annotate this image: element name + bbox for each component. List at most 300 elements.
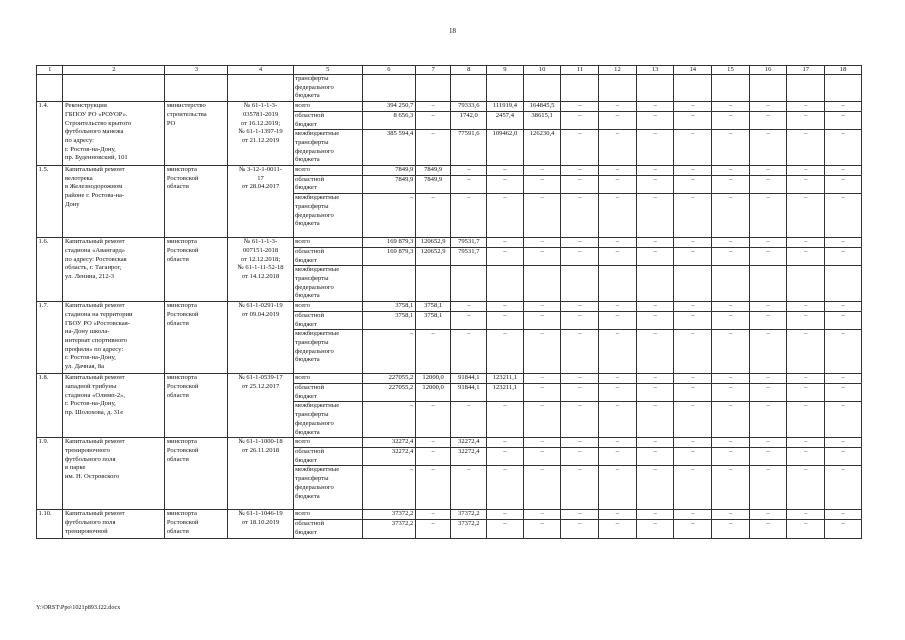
amount-cell: – bbox=[561, 166, 599, 176]
amount-cell: – bbox=[712, 330, 750, 374]
column-number: 5 bbox=[293, 66, 362, 75]
amount-cell: – bbox=[749, 520, 787, 538]
amount-cell: – bbox=[599, 402, 637, 438]
amount-cell: – bbox=[599, 302, 637, 312]
responsible-org: минспорта Ростовской области bbox=[165, 302, 228, 374]
amount-cell: 79333,6 bbox=[451, 102, 487, 112]
amount-cell: – bbox=[674, 111, 712, 129]
amount-cell: – bbox=[787, 447, 825, 465]
column-number: 8 bbox=[451, 66, 487, 75]
amount-cell: – bbox=[487, 194, 524, 238]
empty-cell bbox=[37, 75, 63, 102]
amount-cell: – bbox=[749, 402, 787, 438]
item-name: Капитальный ремонт тренировочного футбольного поля в парке им. Н. Островского bbox=[63, 438, 165, 510]
amount-cell: – bbox=[787, 402, 825, 438]
amount-cell: – bbox=[415, 510, 451, 520]
amount-cell bbox=[561, 266, 599, 302]
item-name: Реконструкция ГБПОУ РО «РОУОР». Строительство крытого футбольного манежа по адресу: г. Ростов-на-Дону, пр. Буденновский, 101 bbox=[63, 102, 165, 166]
amount-cell: 38615,1 bbox=[523, 111, 561, 129]
amount-cell: – bbox=[415, 520, 451, 538]
amount-cell: – bbox=[561, 438, 599, 448]
amount-cell: – bbox=[599, 520, 637, 538]
amount-cell: – bbox=[523, 384, 561, 402]
amount-cell: – bbox=[599, 510, 637, 520]
amount-cell: – bbox=[451, 194, 487, 238]
amount-cell: 2457,4 bbox=[487, 111, 524, 129]
amount-cell: – bbox=[362, 330, 415, 374]
empty-cell bbox=[825, 75, 862, 102]
amount-cell: – bbox=[825, 438, 862, 448]
item-number: 1.10. bbox=[37, 510, 63, 538]
amount-cell: – bbox=[599, 166, 637, 176]
amount-cell: 1742,0 bbox=[451, 111, 487, 129]
expertise-doc: № 61-1-0291-19 от 09.04.2019 bbox=[228, 302, 293, 374]
amount-cell: – bbox=[599, 175, 637, 193]
amount-cell: – bbox=[523, 166, 561, 176]
amount-cell: – bbox=[561, 374, 599, 384]
amount-cell: – bbox=[487, 510, 524, 520]
amount-cell: – bbox=[674, 466, 712, 510]
funding-source: областной бюджет bbox=[293, 111, 362, 129]
funding-source: межбюджетные трансферты федерального бюджета bbox=[293, 194, 362, 238]
amount-cell: – bbox=[487, 466, 524, 510]
funding-source: трансферты федерального бюджета bbox=[293, 75, 362, 102]
amount-cell: – bbox=[712, 374, 750, 384]
amount-cell: – bbox=[599, 238, 637, 248]
amount-cell: – bbox=[825, 311, 862, 329]
funding-source: областной бюджет bbox=[293, 311, 362, 329]
table-row bbox=[37, 302, 862, 312]
amount-cell: – bbox=[749, 238, 787, 248]
amount-cell: 3758,1 bbox=[415, 311, 451, 329]
amount-cell: 7849,9 bbox=[415, 166, 451, 176]
amount-cell bbox=[487, 266, 524, 302]
amount-cell: – bbox=[487, 402, 524, 438]
column-number: 17 bbox=[787, 66, 825, 75]
amount-cell: – bbox=[415, 102, 451, 112]
amount-cell: – bbox=[674, 194, 712, 238]
empty-cell bbox=[362, 75, 415, 102]
amount-cell: – bbox=[636, 166, 674, 176]
amount-cell: – bbox=[825, 102, 862, 112]
amount-cell: 169 879,3 bbox=[362, 238, 415, 248]
amount-cell: – bbox=[825, 447, 862, 465]
amount-cell: – bbox=[674, 330, 712, 374]
responsible-org: минспорта Ростовской области bbox=[165, 238, 228, 302]
amount-cell: – bbox=[415, 402, 451, 438]
amount-cell: – bbox=[561, 510, 599, 520]
empty-cell bbox=[787, 75, 825, 102]
empty-cell bbox=[599, 75, 637, 102]
funding-source: всего bbox=[293, 166, 362, 176]
funding-source: областной бюджет bbox=[293, 384, 362, 402]
amount-cell bbox=[451, 266, 487, 302]
amount-cell: – bbox=[712, 175, 750, 193]
amount-cell: – bbox=[599, 247, 637, 265]
amount-cell: – bbox=[712, 466, 750, 510]
amount-cell: – bbox=[674, 311, 712, 329]
amount-cell: – bbox=[451, 175, 487, 193]
empty-cell bbox=[561, 75, 599, 102]
amount-cell: – bbox=[787, 102, 825, 112]
amount-cell: – bbox=[636, 247, 674, 265]
empty-cell bbox=[636, 75, 674, 102]
funding-source: всего bbox=[293, 438, 362, 448]
amount-cell: – bbox=[415, 194, 451, 238]
amount-cell: – bbox=[787, 466, 825, 510]
amount-cell: – bbox=[487, 302, 524, 312]
amount-cell: – bbox=[674, 238, 712, 248]
empty-cell bbox=[674, 75, 712, 102]
amount-cell: – bbox=[561, 330, 599, 374]
amount-cell: – bbox=[487, 311, 524, 329]
table-row bbox=[37, 102, 862, 112]
table-row bbox=[37, 166, 862, 176]
amount-cell: 3758,1 bbox=[362, 311, 415, 329]
amount-cell: – bbox=[749, 102, 787, 112]
amount-cell bbox=[712, 266, 750, 302]
item-name: Капитальный ремонт западной трибуны стадиона «Олимп-2», г. Ростов-на-Дону, пр. Шолохова, д. 31е bbox=[63, 374, 165, 438]
amount-cell: – bbox=[674, 102, 712, 112]
amount-cell: 32272,4 bbox=[451, 447, 487, 465]
amount-cell: 91844,1 bbox=[451, 374, 487, 384]
funding-source: межбюджетные трансферты федерального бюджета bbox=[293, 266, 362, 302]
responsible-org: минспорта Ростовской области bbox=[165, 438, 228, 510]
empty-cell bbox=[451, 75, 487, 102]
amount-cell: – bbox=[825, 166, 862, 176]
responsible-org: минспорта Ростовской области bbox=[165, 510, 228, 538]
column-number: 14 bbox=[674, 66, 712, 75]
amount-cell: – bbox=[599, 311, 637, 329]
table-row bbox=[37, 438, 862, 448]
amount-cell: – bbox=[599, 194, 637, 238]
amount-cell: – bbox=[636, 102, 674, 112]
amount-cell: – bbox=[749, 374, 787, 384]
amount-cell: – bbox=[561, 194, 599, 238]
responsible-org: минспорта Ростовской области bbox=[165, 374, 228, 438]
amount-cell: – bbox=[712, 438, 750, 448]
amount-cell: – bbox=[712, 247, 750, 265]
amount-cell: – bbox=[749, 311, 787, 329]
amount-cell: – bbox=[451, 402, 487, 438]
funding-source: областной бюджет bbox=[293, 175, 362, 193]
amount-cell: 164845,5 bbox=[523, 102, 561, 112]
amount-cell: – bbox=[749, 302, 787, 312]
amount-cell: – bbox=[636, 111, 674, 129]
empty-cell bbox=[415, 75, 451, 102]
amount-cell: 385 594,4 bbox=[362, 130, 415, 166]
expertise-doc: № 61-1-1-3- 035781-2019 от 16.12.2019; № 61-1-1397-19 от 21.12.2019 bbox=[228, 102, 293, 166]
amount-cell: – bbox=[599, 374, 637, 384]
amount-cell: – bbox=[787, 520, 825, 538]
amount-cell: 7849,9 bbox=[362, 175, 415, 193]
amount-cell: 8 656,3 bbox=[362, 111, 415, 129]
column-number: 12 bbox=[599, 66, 637, 75]
empty-cell bbox=[63, 75, 165, 102]
funding-source: всего bbox=[293, 238, 362, 248]
amount-cell bbox=[749, 266, 787, 302]
column-number: 9 bbox=[487, 66, 524, 75]
column-number-row bbox=[37, 66, 862, 75]
amount-cell: – bbox=[825, 374, 862, 384]
amount-cell: – bbox=[599, 384, 637, 402]
amount-cell: 123211,1 bbox=[487, 384, 524, 402]
amount-cell: – bbox=[825, 175, 862, 193]
amount-cell: – bbox=[415, 130, 451, 166]
amount-cell: – bbox=[415, 466, 451, 510]
amount-cell: – bbox=[674, 302, 712, 312]
amount-cell: – bbox=[749, 438, 787, 448]
funding-source: областной бюджет bbox=[293, 520, 362, 538]
column-number: 3 bbox=[165, 66, 228, 75]
amount-cell: 91844,1 bbox=[451, 384, 487, 402]
amount-cell: – bbox=[523, 438, 561, 448]
amount-cell: – bbox=[523, 238, 561, 248]
item-name: Капитальный ремонт футбольного поля тренировочной bbox=[63, 510, 165, 538]
amount-cell: – bbox=[636, 466, 674, 510]
amount-cell: – bbox=[523, 175, 561, 193]
amount-cell: – bbox=[561, 311, 599, 329]
amount-cell: – bbox=[561, 466, 599, 510]
column-number: 2 bbox=[63, 66, 165, 75]
amount-cell: – bbox=[749, 384, 787, 402]
amount-cell: – bbox=[674, 384, 712, 402]
amount-cell: – bbox=[636, 374, 674, 384]
amount-cell: – bbox=[674, 447, 712, 465]
budget-table bbox=[36, 65, 862, 539]
responsible-org: минспорта Ростовской области bbox=[165, 166, 228, 238]
amount-cell: – bbox=[787, 438, 825, 448]
amount-cell: – bbox=[362, 402, 415, 438]
amount-cell: – bbox=[712, 302, 750, 312]
amount-cell: – bbox=[825, 402, 862, 438]
amount-cell: – bbox=[523, 510, 561, 520]
empty-cell bbox=[749, 75, 787, 102]
amount-cell: – bbox=[636, 311, 674, 329]
amount-cell: – bbox=[712, 510, 750, 520]
amount-cell: – bbox=[487, 330, 524, 374]
amount-cell: 227055,2 bbox=[362, 384, 415, 402]
amount-cell: – bbox=[523, 330, 561, 374]
column-number: 6 bbox=[362, 66, 415, 75]
amount-cell: 37372,2 bbox=[362, 520, 415, 538]
funding-source: всего bbox=[293, 374, 362, 384]
amount-cell: – bbox=[561, 238, 599, 248]
amount-cell: – bbox=[674, 175, 712, 193]
amount-cell: – bbox=[561, 520, 599, 538]
amount-cell: – bbox=[749, 510, 787, 520]
empty-cell bbox=[523, 75, 561, 102]
empty-cell bbox=[165, 75, 228, 102]
amount-cell: – bbox=[674, 166, 712, 176]
amount-cell: – bbox=[451, 302, 487, 312]
amount-cell: – bbox=[712, 102, 750, 112]
amount-cell: – bbox=[362, 194, 415, 238]
item-number: 1.7. bbox=[37, 302, 63, 374]
amount-cell: 32272,4 bbox=[362, 447, 415, 465]
amount-cell: – bbox=[561, 447, 599, 465]
amount-cell: – bbox=[523, 402, 561, 438]
column-number: 15 bbox=[712, 66, 750, 75]
amount-cell: – bbox=[712, 111, 750, 129]
amount-cell: – bbox=[451, 166, 487, 176]
expertise-doc: № 61-1-0539-17 от 25.12.2017 bbox=[228, 374, 293, 438]
amount-cell: – bbox=[712, 447, 750, 465]
expertise-doc: № 3-12-1-0011- 17 от 28.04.2017 bbox=[228, 166, 293, 238]
column-number: 13 bbox=[636, 66, 674, 75]
amount-cell: – bbox=[523, 520, 561, 538]
amount-cell: – bbox=[787, 384, 825, 402]
item-name: Капитальный ремонт стадиона на территории ГБОУ РО «Ростовская- на-Дону школа- интернат спортивного профиля» по адресу: г. Ростов-на-Дону, ул. Дачная, 8а bbox=[63, 302, 165, 374]
column-number: 4 bbox=[228, 66, 293, 75]
item-name: Капитальный ремонт велотрека в Железнодорожном районе г. Ростова-на- Дону bbox=[63, 166, 165, 238]
item-number: 1.9. bbox=[37, 438, 63, 510]
amount-cell bbox=[362, 266, 415, 302]
table-row bbox=[37, 374, 862, 384]
amount-cell: – bbox=[561, 247, 599, 265]
amount-cell: – bbox=[451, 311, 487, 329]
amount-cell: – bbox=[487, 447, 524, 465]
amount-cell: – bbox=[523, 302, 561, 312]
amount-cell: 32272,4 bbox=[362, 438, 415, 448]
amount-cell: – bbox=[825, 384, 862, 402]
table-row bbox=[37, 510, 862, 520]
amount-cell: 12000,0 bbox=[415, 384, 451, 402]
amount-cell: – bbox=[674, 247, 712, 265]
funding-source: межбюджетные трансферты федерального бюджета bbox=[293, 130, 362, 166]
amount-cell: – bbox=[636, 384, 674, 402]
funding-source: всего bbox=[293, 102, 362, 112]
amount-cell: – bbox=[787, 175, 825, 193]
item-number: 1.6. bbox=[37, 238, 63, 302]
amount-cell: – bbox=[787, 247, 825, 265]
amount-cell: – bbox=[599, 447, 637, 465]
amount-cell: 37372,2 bbox=[451, 510, 487, 520]
amount-cell: 37372,2 bbox=[451, 520, 487, 538]
amount-cell: – bbox=[599, 111, 637, 129]
amount-cell: – bbox=[523, 447, 561, 465]
expertise-doc: № 61-1-1-3- 007151-2018 от 12.12.2018; № 61-1-11-52-18 от 14.12.2018 bbox=[228, 238, 293, 302]
table-row bbox=[37, 238, 862, 248]
item-name: Капитальный ремонт стадиона «Авангард» по адресу: Ростовская область, г. Таганрог, ул. Ленина, 212-3 bbox=[63, 238, 165, 302]
amount-cell: 7849,9 bbox=[415, 175, 451, 193]
amount-cell: – bbox=[749, 166, 787, 176]
amount-cell bbox=[636, 266, 674, 302]
amount-cell: – bbox=[674, 402, 712, 438]
amount-cell: 79531,7 bbox=[451, 238, 487, 248]
amount-cell: – bbox=[487, 438, 524, 448]
funding-source: межбюджетные трансферты федерального бюджета bbox=[293, 402, 362, 438]
amount-cell: – bbox=[787, 194, 825, 238]
amount-cell: – bbox=[523, 311, 561, 329]
amount-cell bbox=[523, 266, 561, 302]
amount-cell: – bbox=[415, 447, 451, 465]
amount-cell: – bbox=[712, 402, 750, 438]
amount-cell: – bbox=[749, 330, 787, 374]
funding-source: областной бюджет bbox=[293, 447, 362, 465]
funding-source: межбюджетные трансферты федерального бюджета bbox=[293, 330, 362, 374]
amount-cell: – bbox=[825, 194, 862, 238]
amount-cell: – bbox=[749, 466, 787, 510]
amount-cell: – bbox=[451, 466, 487, 510]
empty-cell bbox=[712, 75, 750, 102]
expertise-doc: № 61-1-1000-18 от 26.11.2018 bbox=[228, 438, 293, 510]
amount-cell: – bbox=[825, 130, 862, 166]
column-number: 10 bbox=[523, 66, 561, 75]
amount-cell: – bbox=[787, 111, 825, 129]
amount-cell: – bbox=[749, 447, 787, 465]
amount-cell: – bbox=[787, 166, 825, 176]
amount-cell: 77591,6 bbox=[451, 130, 487, 166]
amount-cell: – bbox=[415, 111, 451, 129]
item-number: 1.4. bbox=[37, 102, 63, 166]
amount-cell: – bbox=[599, 102, 637, 112]
item-number: 1.5. bbox=[37, 166, 63, 238]
amount-cell: – bbox=[487, 247, 524, 265]
column-number: 16 bbox=[749, 66, 787, 75]
amount-cell: – bbox=[636, 302, 674, 312]
amount-cell: – bbox=[825, 111, 862, 129]
amount-cell bbox=[415, 266, 451, 302]
amount-cell: 169 879,3 bbox=[362, 247, 415, 265]
amount-cell: 123211,1 bbox=[487, 374, 524, 384]
amount-cell: – bbox=[362, 466, 415, 510]
amount-cell: – bbox=[636, 330, 674, 374]
amount-cell: – bbox=[825, 510, 862, 520]
amount-cell: – bbox=[487, 175, 524, 193]
amount-cell: 3758,1 bbox=[415, 302, 451, 312]
column-number: 11 bbox=[561, 66, 599, 75]
amount-cell: – bbox=[674, 130, 712, 166]
amount-cell: – bbox=[636, 402, 674, 438]
amount-cell: – bbox=[599, 330, 637, 374]
amount-cell: – bbox=[523, 247, 561, 265]
amount-cell: – bbox=[749, 111, 787, 129]
funding-source: всего bbox=[293, 302, 362, 312]
page-number: 18 bbox=[449, 27, 456, 35]
amount-cell: – bbox=[561, 302, 599, 312]
amount-cell: – bbox=[825, 520, 862, 538]
amount-cell bbox=[787, 266, 825, 302]
empty-cell bbox=[487, 75, 524, 102]
amount-cell: 394 250,7 bbox=[362, 102, 415, 112]
expertise-doc: № 61-1-1046-19 от 18.10.2019 bbox=[228, 510, 293, 538]
amount-cell: – bbox=[636, 175, 674, 193]
file-path-footer: Y:\ORST\Ppo\1021p893.f22.docx bbox=[36, 604, 121, 611]
amount-cell: 12000,0 bbox=[415, 374, 451, 384]
amount-cell: – bbox=[825, 466, 862, 510]
amount-cell: – bbox=[561, 402, 599, 438]
amount-cell: – bbox=[415, 330, 451, 374]
continuation-row bbox=[37, 75, 862, 102]
amount-cell: 3758,1 bbox=[362, 302, 415, 312]
amount-cell: – bbox=[787, 302, 825, 312]
amount-cell: 109462,0 bbox=[487, 130, 524, 166]
amount-cell: 126230,4 bbox=[523, 130, 561, 166]
amount-cell bbox=[825, 266, 862, 302]
amount-cell: – bbox=[712, 520, 750, 538]
amount-cell: – bbox=[636, 510, 674, 520]
amount-cell: – bbox=[636, 238, 674, 248]
amount-cell: – bbox=[674, 374, 712, 384]
item-number: 1.8. bbox=[37, 374, 63, 438]
amount-cell: – bbox=[561, 175, 599, 193]
amount-cell: – bbox=[599, 466, 637, 510]
amount-cell: – bbox=[599, 438, 637, 448]
amount-cell: – bbox=[636, 520, 674, 538]
amount-cell: – bbox=[636, 447, 674, 465]
amount-cell: – bbox=[415, 438, 451, 448]
